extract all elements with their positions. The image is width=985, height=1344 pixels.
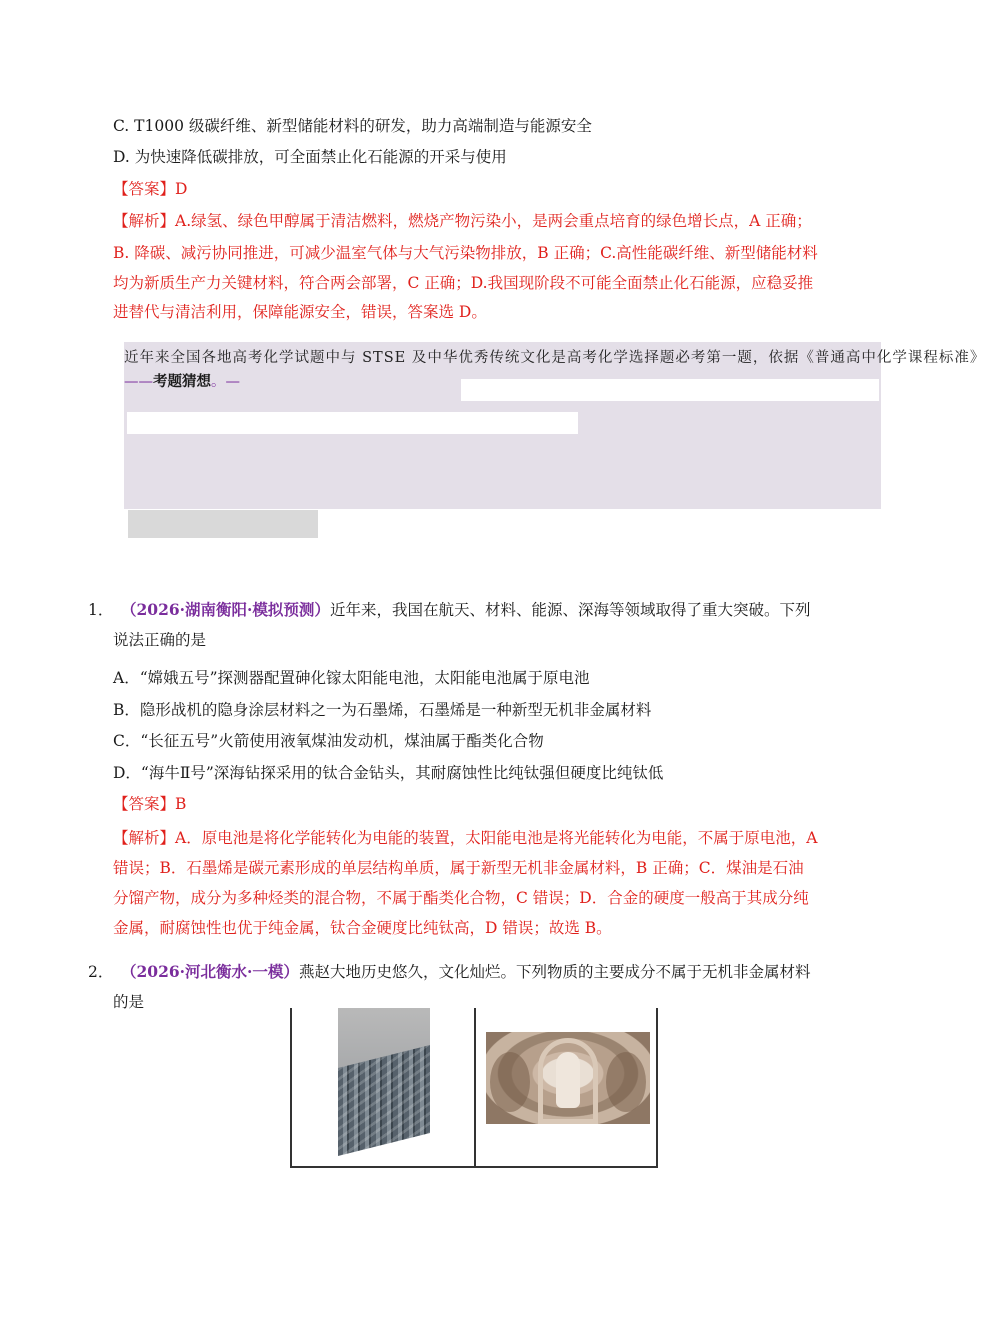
- analysis-text: A．原电池是将化学能转化为电能的装置，太阳能电池是将光能转化为电能，不属于原电池，A: [175, 829, 818, 847]
- blank-gray-bar: [128, 510, 318, 538]
- blank-bar-1: [461, 379, 879, 401]
- question-1-stem-line2: 说法正确的是: [113, 631, 207, 649]
- question-1-option-c: C．“长征五号”火箭使用液氧煤油发动机，煤油属于酯类化合物: [113, 732, 544, 750]
- answer-value: D: [175, 180, 188, 198]
- image-table: [290, 1008, 658, 1168]
- question-1-answer: [113, 794, 186, 814]
- blank-bar-2: [127, 412, 578, 434]
- analysis-tag: 【解析】: [113, 212, 176, 230]
- analysis-line-4: 进替代与清洁利用，保障能源安全，错误，答案选 D。: [113, 303, 487, 321]
- question-1-stem-line1: 近年来，我国在航天、材料、能源、深海等领域取得了重大突破。下列: [329, 601, 811, 619]
- guess-intro-text: 近年来全国各地高考化学试题中与 STSE 及中华优秀传统文化是高考化学选择题必考第一题，依据《普通高中化学课程标准》: [124, 350, 985, 366]
- answer-value: B: [175, 795, 187, 813]
- analysis-line-2: B. 降碳、减污协同推进，可减少温室气体与大气污染物排放，B 正确；C.高性能碳纤维、新型储能材料: [113, 244, 818, 262]
- question-1-option-d: D．“海牛Ⅱ号”深海钻探采用的钛合金钻头，其耐腐蚀性比纯钛强但硬度比纯钛低: [113, 764, 664, 782]
- answer-line: [113, 179, 187, 199]
- question-1-analysis-line-1: [113, 828, 817, 848]
- exam-guess-box: [124, 342, 985, 509]
- option-c: C. T1000 级碳纤维、新型储能材料的研发，助力高端制造与能源安全: [113, 117, 592, 135]
- analysis-line-3: 均为新质生产力关键材料，符合两会部署，C 正确；D.我国现阶段不可能全面禁止化石能源，应稳妥推: [113, 274, 814, 292]
- guess-heading: [124, 370, 240, 391]
- question-1-analysis-line-3: 分馏产物，成分为多种烃类的混合物，不属于酯类化合物，C 错误；D．合金的硬度一般高于其成分纯: [113, 889, 809, 907]
- question-1-option-a: A．“嫦娥五号”探测器配置砷化镓太阳能电池，太阳能电池属于原电池: [113, 669, 590, 687]
- roof-tiles-image: [338, 1008, 430, 1156]
- question-1-source: （2026·湖南衡阳·模拟预测）: [121, 600, 330, 619]
- option-d: D. 为快速降低碳排放，可全面禁止化石能源的开采与使用: [113, 148, 507, 166]
- question-2-source: （2026·河北衡水·一模）: [121, 962, 299, 981]
- question-2-number: 2．: [88, 963, 114, 981]
- question-2-stem: [121, 962, 810, 982]
- question-1-option-b: B．隐形战机的隐身涂层材料之一为石墨烯，石墨烯是一种新型无机非金属材料: [113, 701, 652, 719]
- answer-tag: 【答案】: [113, 795, 176, 813]
- analysis-line-1: [113, 211, 812, 231]
- question-1-number: 1．: [88, 601, 114, 619]
- question-1-analysis-line-2: 错误；B．石墨烯是碳元素形成的单层结构单质，属于新型无机非金属材料，B 正确；C．煤油是石油: [113, 859, 804, 877]
- table-divider: [474, 1008, 476, 1166]
- analysis-text: A.绿氢、绿色甲醇属于清洁燃料，燃烧产物污染小，是两会重点培育的绿色增长点，A 正确；: [175, 212, 812, 230]
- stone-carving-image: [486, 1032, 650, 1124]
- question-1-stem: [121, 600, 810, 620]
- question-1-analysis-line-4: 金属，耐腐蚀性也优于纯金属，钛合金硬度比纯钛高，D 错误；故选 B。: [113, 919, 612, 937]
- question-2-stem-line2: 的是: [113, 993, 145, 1011]
- analysis-tag: 【解析】: [113, 829, 176, 847]
- heading-dash-right: 。—: [211, 374, 240, 390]
- question-2-stem-line1: 燕赵大地历史悠久，文化灿烂。下列物质的主要成分不属于无机非金属材料: [298, 963, 811, 981]
- heading-text: 考题猜想: [153, 373, 211, 390]
- answer-tag: 【答案】: [113, 180, 176, 198]
- heading-dash-left: ——: [124, 374, 153, 390]
